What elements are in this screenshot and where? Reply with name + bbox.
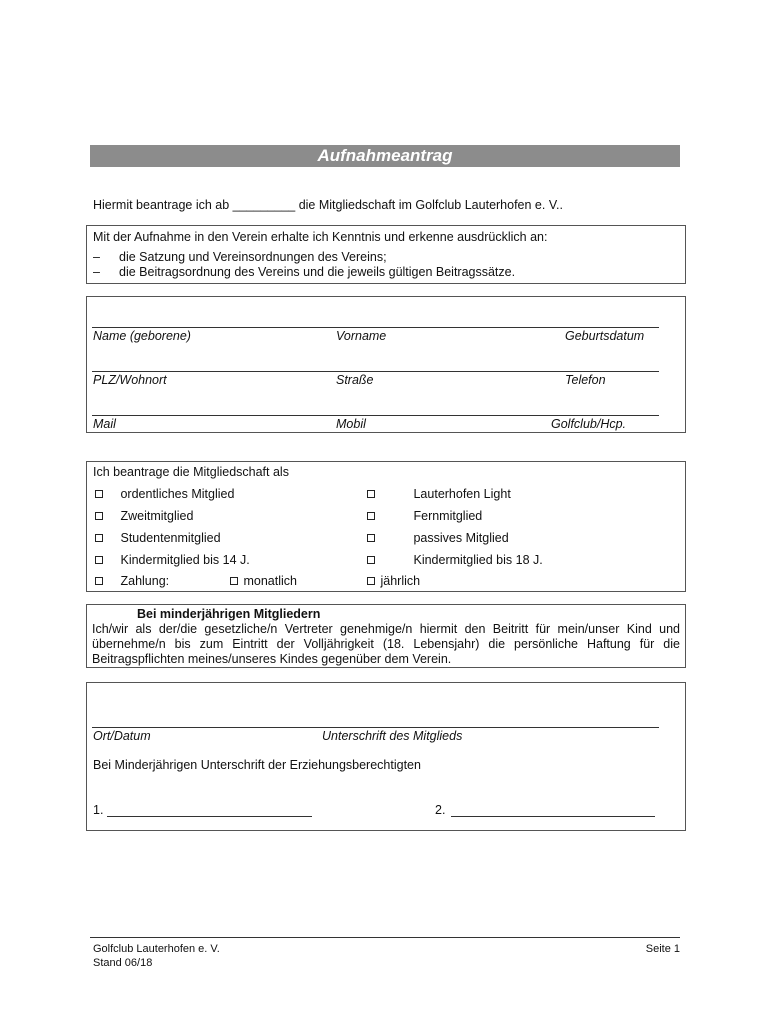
phone-label: Telefon — [565, 373, 606, 387]
bullet-dash: – — [93, 250, 100, 264]
place-date-label: Ort/Datum — [93, 729, 151, 743]
street-label: Straße — [336, 373, 374, 387]
membership-option[interactable]: Lauterhofen Light — [367, 487, 511, 501]
membership-option[interactable]: Kindermitglied bis 18 J. — [367, 553, 543, 567]
firstname-label: Vorname — [336, 329, 387, 343]
minors-text: Ich/wir als der/die gesetzliche/n Vertreter genehmige/n hiermit den Beitritt für mein/unser Kind und übernehme/n bis zum Eintritt der Volljährigkeit (18. Lebensjahr) die persönliche Haftung für die Beitragspflichten meines/unseres Kindes gegenüber dem Verein. — [92, 622, 680, 666]
checkbox[interactable] — [95, 512, 103, 520]
contact-line[interactable] — [92, 415, 659, 416]
bullet-dash: – — [93, 265, 100, 279]
checkbox[interactable] — [367, 556, 375, 564]
payment-label: Zahlung: — [120, 574, 170, 588]
golfclub-hcp-label: Golfclub/Hcp. — [551, 417, 627, 431]
signature-box — [86, 682, 686, 831]
footer-left — [93, 942, 220, 970]
guardian-1-line[interactable] — [107, 816, 312, 817]
address-line[interactable] — [92, 371, 659, 372]
membership-option[interactable]: Studentenmitglied — [95, 531, 221, 545]
acknowledgement-item: die Satzung und Vereinsordnungen des Vereins; — [119, 250, 387, 264]
guardian-2-label: 2. — [435, 803, 446, 817]
footer-divider — [90, 937, 680, 938]
member-signature-label: Unterschrift des Mitglieds — [322, 729, 463, 743]
acknowledgement-lead: Mit der Aufnahme in den Verein erhalte ich Kenntnis und erkenne ausdrücklich an: — [93, 230, 548, 244]
membership-option[interactable]: passives Mitglied — [367, 531, 509, 545]
acknowledgement-item: die Beitragsordnung des Vereins und die jeweils gültigen Beitragssätze. — [119, 265, 516, 279]
name-line[interactable] — [92, 327, 659, 328]
footer-page: Seite 1 — [645, 943, 680, 955]
minors-heading: Bei minderjährigen Mitgliedern — [137, 607, 321, 621]
minors-box — [86, 604, 686, 668]
city-label: PLZ/Wohnort — [93, 373, 167, 387]
guardian-1-label: 1. — [93, 803, 104, 817]
checkbox[interactable] — [367, 512, 375, 520]
checkbox[interactable] — [95, 490, 103, 498]
checkbox[interactable] — [367, 577, 375, 585]
name-label: Name (geborene) — [93, 329, 191, 343]
page-title: Aufnahmeantrag — [90, 145, 680, 167]
acknowledgement-box — [86, 225, 686, 284]
guardian-note: Bei Minderjährigen Unterschrift der Erziehungsberechtigten — [93, 758, 421, 772]
membership-lead: Ich beantrage die Mitgliedschaft als — [93, 465, 289, 479]
checkbox[interactable] — [95, 556, 103, 564]
footer-club: Golfclub Lauterhofen e. V. — [93, 943, 220, 955]
membership-option[interactable]: ordentliches Mitglied — [95, 487, 234, 501]
footer-version: Stand 06/18 — [93, 957, 153, 969]
membership-box — [86, 461, 686, 592]
mail-label: Mail — [93, 417, 116, 431]
birthdate-label: Geburtsdatum — [565, 329, 645, 343]
checkbox[interactable] — [230, 577, 238, 585]
membership-option[interactable]: Zweitmitglied — [95, 509, 193, 523]
intro-text: Hiermit beantrage ich ab _________ die Mitgliedschaft im Golfclub Lauterhofen e. V.. — [93, 198, 563, 212]
mobile-label: Mobil — [336, 417, 366, 431]
personal-data-box — [86, 296, 686, 433]
signature-line[interactable] — [92, 727, 659, 728]
checkbox[interactable] — [367, 490, 375, 498]
checkbox[interactable] — [95, 577, 103, 585]
payment-row — [95, 574, 169, 588]
guardian-2-line[interactable] — [451, 816, 655, 817]
checkbox[interactable] — [367, 534, 375, 542]
membership-option[interactable]: Fernmitglied — [367, 509, 482, 523]
membership-option[interactable]: Kindermitglied bis 14 J. — [95, 553, 250, 567]
payment-yearly-option[interactable]: jährlich — [367, 574, 420, 588]
payment-monthly-option[interactable]: monatlich — [230, 574, 297, 588]
checkbox[interactable] — [95, 534, 103, 542]
